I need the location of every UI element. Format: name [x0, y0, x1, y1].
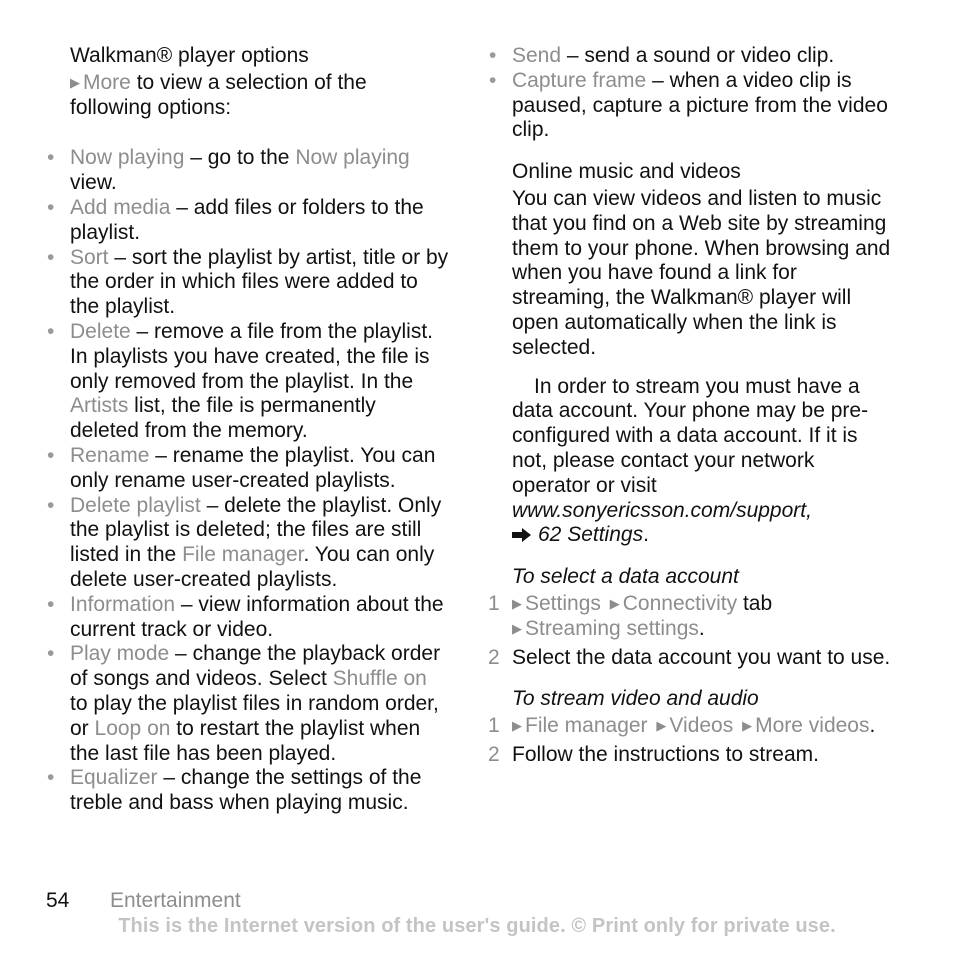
triangle-right-icon: ▶: [70, 74, 80, 90]
select-account-steps: [488, 591, 892, 670]
intro-paragraph: ▶ More to view a selection of the following options:: [70, 70, 367, 119]
left-column: [70, 44, 450, 816]
list-item: • Rename – rename the playlist. You can only rename user-created playlists.: [70, 444, 450, 494]
online-paragraph: You can view videos and listen to music that you find on a Web site by streaming them to your phone. When browsing and when you have found a link for streaming, the Walkman® player will open automatically when the link is selected.: [512, 186, 891, 359]
list-item: • Equalizer – change the settings of the treble and bass when playing music.: [70, 766, 450, 816]
menu-path-streaming-settings[interactable]: Streaming settings: [525, 616, 699, 640]
option-term: Rename: [70, 443, 150, 467]
task-heading-select-account: To select a data account: [512, 565, 739, 589]
settings-reference[interactable]: 62 Settings: [538, 523, 644, 547]
option-term: Add media: [70, 195, 171, 219]
options-list: [70, 146, 450, 816]
step-number: 2: [488, 645, 500, 669]
menu-path-videos[interactable]: Videos: [669, 714, 734, 738]
option-term: Equalizer: [70, 766, 158, 790]
options-list-continued: [512, 44, 892, 143]
list-item: • Sort – sort the playlist by artist, title or by the order in which files were added to the playlist.: [70, 246, 450, 320]
triangle-right-icon: ▶: [609, 595, 620, 611]
option-term: Information: [70, 592, 176, 616]
right-column: [488, 44, 892, 768]
triangle-right-icon: ▶: [512, 620, 522, 636]
option-term: Capture frame: [512, 68, 647, 92]
step-number: 2: [488, 742, 500, 766]
stream-steps: [488, 714, 892, 768]
arrow-right-icon: [512, 528, 532, 542]
step-item: 1 ▶ Settings ▶ Connectivity tab ▶ Streaming settings.: [488, 591, 773, 640]
option-term: Send: [512, 44, 562, 67]
triangle-right-icon: ▶: [512, 718, 522, 734]
option-term: Sort: [70, 245, 109, 269]
menu-path-more-videos[interactable]: More videos: [755, 714, 870, 738]
option-term: Delete playlist: [70, 493, 201, 517]
option-term: Now playing: [70, 146, 185, 170]
triangle-right-icon: ▶: [742, 718, 753, 734]
list-item: • Information – view information about the current track or video.: [70, 593, 450, 643]
list-item: • Now playing – go to the Now playing view.: [70, 146, 450, 196]
page-number: 54: [46, 889, 70, 912]
step-item: 1 ▶ File manager ▶ Videos ▶ More videos.: [488, 714, 876, 738]
section-heading-player-options: Walkman® player options: [70, 44, 309, 67]
triangle-right-icon: ▶: [512, 595, 522, 611]
menu-path-file-manager[interactable]: File manager: [525, 714, 648, 738]
list-item: • Delete playlist – delete the playlist. Only the playlist is deleted; the files are still listed in the File manager. You can only delete user-created playlists.: [70, 494, 450, 593]
section-label: Entertainment: [110, 889, 241, 912]
option-term: Play mode: [70, 642, 170, 666]
step-number: 1: [488, 591, 500, 615]
list-item: • Capture frame – when a video clip is paused, capture a picture from the video clip.: [512, 69, 892, 143]
section-heading-online-music: Online music and videos: [512, 160, 741, 184]
option-term: Delete: [70, 319, 131, 343]
step-item: 2 Select the data account you want to use.: [488, 645, 891, 669]
task-heading-stream: To stream video and audio: [512, 687, 759, 711]
note-paragraph: In order to stream you must have a data account. Your phone may be pre-configured with a data account. If it is not, please contact your network operator or visit www.sonyericsson.com/support, 62 Settings.: [512, 374, 869, 547]
list-item: • Delete – remove a file from the playlist. In playlists you have created, the file is only removed from the playlist. In the Artists list, the file is permanently deleted from the memory.: [70, 320, 450, 444]
triangle-right-icon: ▶: [656, 718, 667, 734]
list-item: • Add media – add files or folders to the playlist.: [70, 196, 450, 246]
disclaimer-footer: This is the Internet version of the user's guide. © Print only for private use.: [118, 915, 836, 937]
list-item: • Play mode – change the playback order of songs and videos. Select Shuffle on to play the playlist files in random order, or Loop on to restart the playlist when the last file has been played.: [70, 642, 450, 766]
list-item: • Send – send a sound or video clip.: [512, 44, 892, 69]
menu-link-more[interactable]: More: [83, 70, 131, 94]
menu-path-connectivity[interactable]: Connectivity: [622, 591, 738, 615]
menu-path-settings[interactable]: Settings: [525, 591, 601, 615]
step-number: 1: [488, 714, 500, 738]
support-url[interactable]: www.sonyericsson.com/support,: [512, 498, 812, 522]
step-item: 2 Follow the instructions to stream.: [488, 742, 819, 766]
